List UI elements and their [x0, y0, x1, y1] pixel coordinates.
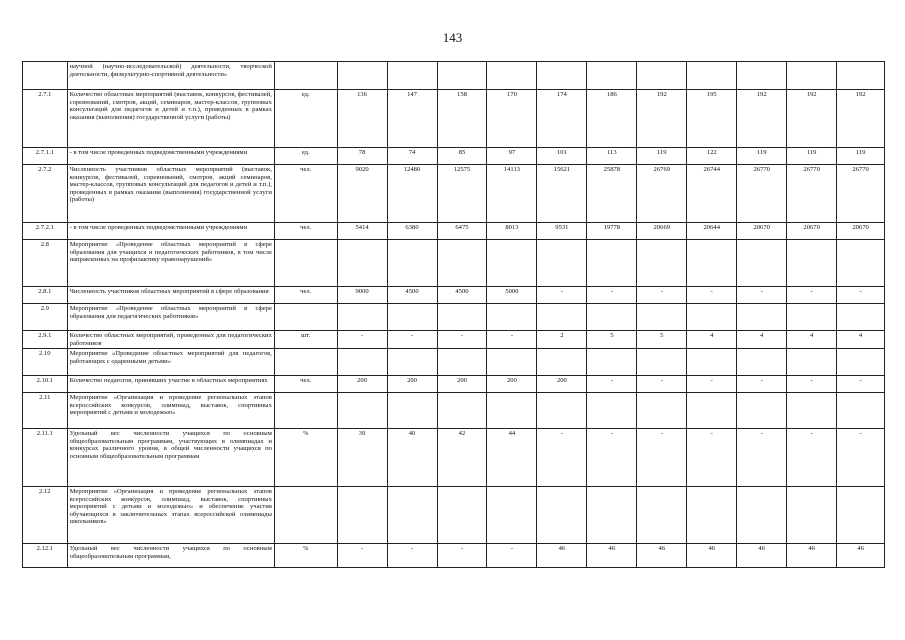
row-value: [787, 240, 837, 287]
row-value: -: [687, 429, 737, 487]
row-value: 119: [637, 148, 687, 165]
row-value: 174: [537, 90, 587, 148]
row-value: 26744: [687, 165, 737, 223]
row-value: [337, 240, 387, 287]
row-value: 5000: [487, 287, 537, 304]
row-value: [737, 349, 787, 376]
row-number: [23, 62, 68, 90]
row-description: - в том числе проведенных подведомственными учреждениями: [67, 223, 274, 240]
row-value: 192: [787, 90, 837, 148]
row-value: 119: [737, 148, 787, 165]
row-value: [837, 240, 885, 287]
row-value: -: [537, 429, 587, 487]
row-unit: чел.: [274, 223, 337, 240]
row-value: -: [487, 544, 537, 568]
row-value: [387, 304, 437, 331]
row-value: 195: [687, 90, 737, 148]
row-value: 26770: [737, 165, 787, 223]
row-value: [337, 349, 387, 376]
row-unit: [274, 240, 337, 287]
table-row: [23, 62, 885, 90]
row-value: 4: [787, 331, 837, 349]
row-value: -: [737, 376, 787, 393]
row-value: 74: [387, 148, 437, 165]
row-value: 78: [337, 148, 387, 165]
row-value: [687, 393, 737, 429]
table-row: [23, 376, 885, 393]
row-value: 5: [587, 331, 637, 349]
row-description: Удельный вес численности учащихся по основным общеобразовательным программам,: [67, 544, 274, 568]
row-number: 2.7.1: [23, 90, 68, 148]
table-row: [23, 223, 885, 240]
row-value: -: [737, 429, 787, 487]
row-description: научной (научно-исследовательской) деятельности, творческой деятельности, физкультурно-спортивной деятельности»: [67, 62, 274, 90]
row-value: -: [387, 331, 437, 349]
row-value: [387, 393, 437, 429]
row-value: [637, 304, 687, 331]
row-number: 2.7.2.1: [23, 223, 68, 240]
row-description: Количество областных мероприятий, проведенных для педагогических работников: [67, 331, 274, 349]
row-value: 5414: [337, 223, 387, 240]
row-value: [737, 240, 787, 287]
row-value: -: [437, 331, 487, 349]
row-value: 122: [687, 148, 737, 165]
row-value: 192: [637, 90, 687, 148]
row-value: 9020: [337, 165, 387, 223]
row-value: -: [837, 376, 885, 393]
row-value: 200: [537, 376, 587, 393]
row-value: [487, 240, 537, 287]
row-value: 14113: [487, 165, 537, 223]
row-value: 5: [637, 331, 687, 349]
row-value: [437, 62, 487, 90]
row-description: Численность участников областных мероприятий в сфере образования: [67, 287, 274, 304]
table-row: [23, 148, 885, 165]
row-value: 15621: [537, 165, 587, 223]
data-table: [22, 61, 885, 568]
page-number: 143: [442, 30, 463, 45]
row-value: 97: [487, 148, 537, 165]
row-value: 12575: [437, 165, 487, 223]
row-value: 9531: [537, 223, 587, 240]
row-value: -: [587, 287, 637, 304]
row-value: 186: [587, 90, 637, 148]
row-value: 4: [737, 331, 787, 349]
row-value: 200: [387, 376, 437, 393]
row-value: 12480: [387, 165, 437, 223]
row-value: 46: [787, 544, 837, 568]
row-value: 6475: [437, 223, 487, 240]
row-description: Количество педагогов, принявших участие в областных мероприятиях: [67, 376, 274, 393]
row-unit: шт.: [274, 331, 337, 349]
row-value: 136: [337, 90, 387, 148]
row-description: Мероприятие «Проведение областных мероприятий в сфере образования для учащихся и педагогических работников, в том числе направленных на профилактику правонарушений»: [67, 240, 274, 287]
row-value: 46: [687, 544, 737, 568]
row-unit: %: [274, 429, 337, 487]
table-row: [23, 165, 885, 223]
row-value: 4: [687, 331, 737, 349]
table-row: [23, 487, 885, 544]
row-value: -: [587, 429, 637, 487]
table-row: [23, 240, 885, 287]
row-value: -: [687, 376, 737, 393]
row-value: [637, 393, 687, 429]
row-value: [537, 62, 587, 90]
row-unit: чел.: [274, 376, 337, 393]
row-value: [687, 240, 737, 287]
row-description: Количество областных мероприятий (выставок, конкурсов, фестивалей, соревнований, смотров, акций, семинаров, мастер-классов, групповых консультаций для педагогов и детей и т.п.), проведенных в рамках оказания (выполнения) государственной услуги (работы): [67, 90, 274, 148]
row-value: [537, 393, 587, 429]
row-value: 20670: [787, 223, 837, 240]
row-value: [587, 487, 637, 544]
row-value: [837, 349, 885, 376]
row-value: -: [337, 544, 387, 568]
row-unit: [274, 304, 337, 331]
row-value: [737, 304, 787, 331]
row-value: -: [687, 287, 737, 304]
row-value: -: [637, 429, 687, 487]
row-number: 2.9: [23, 304, 68, 331]
row-value: [537, 349, 587, 376]
row-value: [537, 304, 587, 331]
row-value: [687, 62, 737, 90]
row-value: [837, 304, 885, 331]
row-value: 20670: [837, 223, 885, 240]
row-value: [687, 487, 737, 544]
row-value: 40: [387, 429, 437, 487]
row-value: 6380: [387, 223, 437, 240]
row-number: 2.10: [23, 349, 68, 376]
table-row: [23, 544, 885, 568]
row-value: -: [387, 544, 437, 568]
row-number: 2.11.1: [23, 429, 68, 487]
row-value: -: [537, 287, 587, 304]
row-unit: ед.: [274, 90, 337, 148]
row-unit: %: [274, 544, 337, 568]
row-value: 192: [837, 90, 885, 148]
row-value: -: [837, 287, 885, 304]
table-row: [23, 331, 885, 349]
row-value: 158: [437, 90, 487, 148]
row-description: Численность участников областных мероприятий (выставок, конкурсов, фестивалей, соревнований, смотров, акций семинаров, мастер-классов, групповых консультаций для педагогов и детей и т.п.), проведенных в рамках оказания (выполнения) государственной услуги (работы): [67, 165, 274, 223]
row-value: [487, 393, 537, 429]
row-value: [587, 240, 637, 287]
row-value: [737, 62, 787, 90]
row-value: [437, 304, 487, 331]
row-value: -: [637, 376, 687, 393]
row-unit: ед.: [274, 148, 337, 165]
row-value: 2: [537, 331, 587, 349]
row-value: 46: [637, 544, 687, 568]
row-description: Мероприятие «Организация и проведение региональных этапов всероссийских конкурсов, олимпиад, выставок, спортивных мероприятий с детьми и молодежью» и обеспечение участия обучающихся в заключительных этапах всероссийской олимпиады школьников»: [67, 487, 274, 544]
row-unit: чел.: [274, 165, 337, 223]
row-value: 26770: [787, 165, 837, 223]
row-value: [387, 62, 437, 90]
row-value: 19778: [587, 223, 637, 240]
row-value: 113: [587, 148, 637, 165]
row-value: 85: [437, 148, 487, 165]
row-value: [587, 304, 637, 331]
row-value: -: [737, 287, 787, 304]
row-value: 26770: [837, 165, 885, 223]
row-value: 20669: [637, 223, 687, 240]
row-value: [437, 240, 487, 287]
row-number: 2.9.1: [23, 331, 68, 349]
table-row: [23, 304, 885, 331]
row-value: [337, 487, 387, 544]
row-number: 2.8: [23, 240, 68, 287]
row-number: 2.12.1: [23, 544, 68, 568]
row-value: [437, 349, 487, 376]
table-row: [23, 429, 885, 487]
row-value: [737, 393, 787, 429]
row-value: [637, 240, 687, 287]
row-value: [387, 240, 437, 287]
row-number: 2.10.1: [23, 376, 68, 393]
table-row: [23, 349, 885, 376]
row-value: -: [787, 429, 837, 487]
row-value: -: [487, 331, 537, 349]
row-value: [787, 304, 837, 331]
row-unit: чел.: [274, 287, 337, 304]
row-value: 170: [487, 90, 537, 148]
row-unit: [274, 62, 337, 90]
table-row: [23, 287, 885, 304]
row-value: [637, 487, 687, 544]
row-number: 2.7.2: [23, 165, 68, 223]
row-value: 4: [837, 331, 885, 349]
row-value: [537, 487, 587, 544]
row-value: 200: [487, 376, 537, 393]
row-value: [537, 240, 587, 287]
row-value: 119: [787, 148, 837, 165]
row-number: 2.7.1.1: [23, 148, 68, 165]
row-value: 4500: [387, 287, 437, 304]
row-value: -: [587, 376, 637, 393]
row-value: [587, 349, 637, 376]
row-number: 2.12: [23, 487, 68, 544]
row-value: [437, 487, 487, 544]
row-value: 20670: [737, 223, 787, 240]
row-unit: [274, 349, 337, 376]
row-description: Мероприятие «Проведение областных мероприятий в сфере образования для педагогических работников»: [67, 304, 274, 331]
row-value: 46: [537, 544, 587, 568]
row-value: 39: [337, 429, 387, 487]
row-number: 2.11: [23, 393, 68, 429]
row-value: [687, 349, 737, 376]
table-row: [23, 90, 885, 148]
row-value: 46: [737, 544, 787, 568]
row-value: [837, 393, 885, 429]
row-value: 200: [337, 376, 387, 393]
row-description: Мероприятие «Организация и проведение региональных этапов всероссийских конкурсов, олимпиад, выставок, спортивных мероприятий с детьми и молодежью»: [67, 393, 274, 429]
row-value: [787, 349, 837, 376]
row-value: 46: [587, 544, 637, 568]
row-value: 9000: [337, 287, 387, 304]
row-value: [787, 487, 837, 544]
row-unit: [274, 487, 337, 544]
row-value: [437, 393, 487, 429]
row-value: -: [437, 544, 487, 568]
row-value: [487, 304, 537, 331]
row-value: 101: [537, 148, 587, 165]
row-value: 20644: [687, 223, 737, 240]
row-value: 25878: [587, 165, 637, 223]
row-value: 8013: [487, 223, 537, 240]
row-value: [487, 487, 537, 544]
row-value: [637, 349, 687, 376]
row-value: 46: [837, 544, 885, 568]
row-value: [787, 62, 837, 90]
row-description: Удельный вес численности учащихся по основным общеобразовательным программам, участвующих в олимпиадах и конкурсах различного уровня, в общей численности учащихся по основным общеобразовательным программам: [67, 429, 274, 487]
row-value: 192: [737, 90, 787, 148]
row-value: [587, 62, 637, 90]
row-value: 42: [437, 429, 487, 487]
row-value: 147: [387, 90, 437, 148]
row-value: [737, 487, 787, 544]
row-value: -: [787, 376, 837, 393]
row-value: 4500: [437, 287, 487, 304]
row-value: [387, 487, 437, 544]
row-number: 2.8.1: [23, 287, 68, 304]
row-value: [637, 62, 687, 90]
row-value: -: [337, 331, 387, 349]
row-value: [487, 62, 537, 90]
row-value: 44: [487, 429, 537, 487]
row-value: [837, 487, 885, 544]
row-value: [837, 62, 885, 90]
row-value: [587, 393, 637, 429]
row-value: 200: [437, 376, 487, 393]
row-value: [337, 304, 387, 331]
row-unit: [274, 393, 337, 429]
row-value: -: [787, 287, 837, 304]
row-value: 26769: [637, 165, 687, 223]
table-row: [23, 393, 885, 429]
row-value: [687, 304, 737, 331]
row-value: [337, 393, 387, 429]
row-description: - в том числе проведенных подведомственными учреждениями: [67, 148, 274, 165]
row-value: [387, 349, 437, 376]
row-value: [337, 62, 387, 90]
row-value: [487, 349, 537, 376]
row-description: Мероприятие «Проведение областных мероприятий для педагогов, работающих с одаренными детьми»: [67, 349, 274, 376]
row-value: [787, 393, 837, 429]
row-value: -: [837, 429, 885, 487]
row-value: -: [637, 287, 687, 304]
row-value: 119: [837, 148, 885, 165]
